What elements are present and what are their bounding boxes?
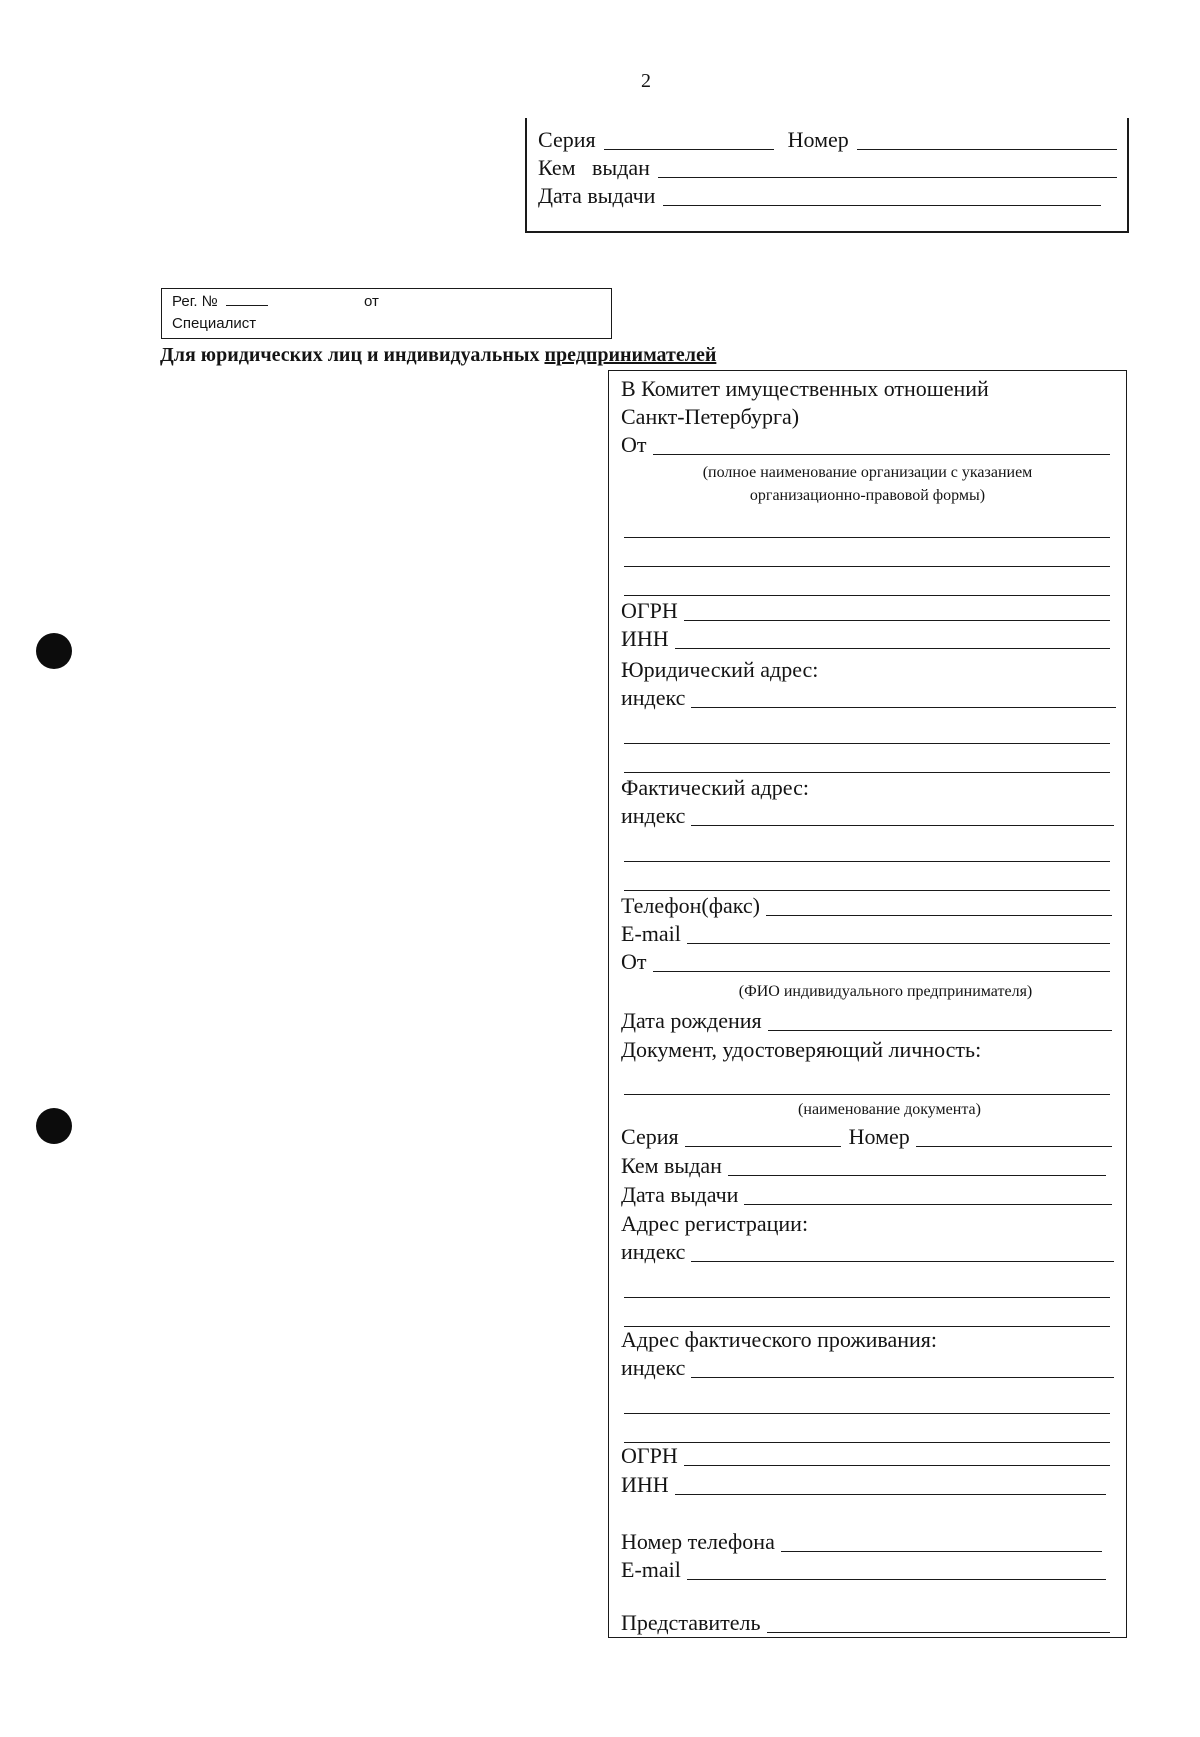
birth-date-row	[621, 1007, 1112, 1035]
reg-address-label-row	[621, 1210, 1110, 1238]
page-number: 2	[641, 70, 651, 92]
legal-address-line-1[interactable]	[624, 743, 1110, 744]
org-from-label: От	[621, 432, 647, 457]
id-document-label-row	[621, 1036, 1110, 1064]
id-document-label: Документ, удостоверяющий личность:	[621, 1037, 982, 1062]
series-label: Серия	[538, 127, 596, 152]
reg-date-label: от	[364, 293, 379, 310]
ip-issued-by-row	[621, 1152, 1106, 1180]
punch-hole-upper	[36, 633, 72, 669]
ip-ogrn-label: ОГРН	[621, 1443, 678, 1468]
actual-address-label: Фактический адрес:	[621, 775, 809, 800]
actual-index-field[interactable]	[691, 825, 1114, 826]
heading-part1: Для юридических лиц и индивидуальных	[160, 344, 545, 366]
ip-issued-by-label: Кем выдан	[621, 1153, 722, 1178]
ip-series-field[interactable]	[685, 1146, 841, 1147]
legal-address-line-2[interactable]	[624, 772, 1110, 773]
series-field[interactable]	[604, 149, 774, 150]
number-field[interactable]	[857, 149, 1117, 150]
phone-number-field[interactable]	[781, 1551, 1102, 1552]
ip-inn-row	[621, 1471, 1106, 1499]
legal-address-label: Юридический адрес:	[621, 657, 819, 682]
reg-index-field[interactable]	[691, 1261, 1114, 1262]
residence-index-label: индекс	[621, 1355, 686, 1380]
application-box	[608, 370, 1127, 1638]
ip-inn-field[interactable]	[675, 1494, 1106, 1495]
ogrn-label: ОГРН	[621, 598, 678, 623]
actual-index-row	[621, 802, 1114, 830]
reg-number-label: Рег. №	[172, 293, 218, 310]
org-name-line-1[interactable]	[624, 537, 1110, 538]
addressee-line2	[621, 403, 1110, 431]
actual-index-label: индекс	[621, 803, 686, 828]
addressee-line1	[621, 375, 1110, 403]
ip-ogrn-field[interactable]	[684, 1465, 1110, 1466]
doc-hint: (наименование документа)	[798, 1101, 981, 1118]
ip-number-field[interactable]	[916, 1146, 1112, 1147]
birth-date-label: Дата рождения	[621, 1008, 762, 1033]
section-heading	[160, 344, 716, 367]
representative-field[interactable]	[767, 1632, 1110, 1633]
ip-name-field[interactable]	[653, 971, 1110, 972]
phone-number-row	[621, 1528, 1102, 1556]
ip-hint: (ФИО индивидуального предпринимателя)	[738, 983, 1033, 1000]
passport-box-top	[525, 118, 1129, 233]
ip-series-label: Серия	[621, 1124, 679, 1149]
legal-index-field[interactable]	[691, 707, 1116, 708]
org-hint-line2: организационно-правовой формы)	[749, 487, 986, 504]
ip-email-row	[621, 1556, 1106, 1584]
legal-address-label-row	[621, 656, 1110, 684]
ip-issue-date-label: Дата выдачи	[621, 1182, 739, 1207]
legal-index-row	[621, 684, 1116, 712]
reg-number-row	[172, 293, 276, 310]
actual-address-line-1[interactable]	[624, 861, 1110, 862]
phone-fax-field[interactable]	[766, 915, 1112, 916]
residence-index-row	[621, 1354, 1114, 1382]
residence-address-label-row	[621, 1326, 1110, 1354]
inn-field[interactable]	[675, 648, 1110, 649]
reg-address-line-1[interactable]	[624, 1297, 1110, 1298]
legal-index-label: индекс	[621, 685, 686, 710]
issue-date-field[interactable]	[663, 205, 1101, 206]
representative-label: Представитель	[621, 1610, 761, 1635]
id-document-name-line[interactable]	[624, 1094, 1110, 1095]
issued-by-row	[538, 154, 1117, 182]
email-label: E-mail	[621, 921, 681, 946]
inn-label: ИНН	[621, 626, 669, 651]
org-from-row	[621, 431, 1110, 459]
actual-address-label-row	[621, 774, 1110, 802]
issued-by-field[interactable]	[658, 177, 1117, 178]
reg-address-label: Адрес регистрации:	[621, 1211, 809, 1236]
ip-number-label: Номер	[848, 1124, 910, 1149]
addressee-line1-text: В Комитет имущественных отношений	[621, 376, 989, 401]
org-name-line-2[interactable]	[624, 566, 1110, 567]
number-label: Номер	[787, 127, 849, 152]
phone-number-label: Номер телефона	[621, 1529, 775, 1554]
reg-index-label: индекс	[621, 1239, 686, 1264]
issued-by-label: Кем выдан	[538, 155, 650, 180]
issue-date-label: Дата выдачи	[538, 183, 656, 208]
email-field[interactable]	[687, 943, 1110, 944]
ip-from-row	[621, 948, 1110, 976]
ogrn-field[interactable]	[684, 620, 1110, 621]
ip-email-label: E-mail	[621, 1557, 681, 1582]
reg-index-row	[621, 1238, 1114, 1266]
reg-number-field[interactable]	[226, 295, 268, 306]
ip-email-field[interactable]	[687, 1579, 1106, 1580]
email-row	[621, 920, 1110, 948]
phone-fax-row	[621, 892, 1112, 920]
birth-date-field[interactable]	[768, 1030, 1112, 1031]
actual-address-line-2[interactable]	[624, 890, 1110, 891]
org-name-field[interactable]	[653, 454, 1110, 455]
ip-issued-by-field[interactable]	[728, 1175, 1106, 1176]
addressee-line2-text: Санкт-Петербурга)	[621, 404, 800, 429]
registration-box	[161, 288, 612, 339]
residence-index-field[interactable]	[691, 1377, 1114, 1378]
ip-issue-date-field[interactable]	[744, 1204, 1112, 1205]
org-name-line-3[interactable]	[624, 595, 1110, 596]
residence-address-line-1[interactable]	[624, 1413, 1110, 1414]
heading-part2: предпринимателей	[544, 344, 717, 366]
ogrn-row	[621, 597, 1110, 625]
org-hint-line1: (полное наименование организации с указанием	[702, 464, 1033, 481]
series-number-row	[538, 126, 1117, 154]
phone-fax-label: Телефон(факс)	[621, 893, 760, 918]
ip-series-number-row	[621, 1123, 1112, 1151]
issue-date-row	[538, 182, 1101, 210]
inn-row	[621, 625, 1110, 653]
ip-issue-date-row	[621, 1181, 1112, 1209]
ip-ogrn-row	[621, 1442, 1110, 1470]
punch-hole-lower	[36, 1108, 72, 1144]
ip-from-label: От	[621, 949, 647, 974]
representative-row	[621, 1609, 1110, 1637]
ip-inn-label: ИНН	[621, 1472, 669, 1497]
residence-address-label: Адрес фактического проживания:	[621, 1327, 937, 1352]
specialist-label: Специалист	[172, 315, 257, 332]
